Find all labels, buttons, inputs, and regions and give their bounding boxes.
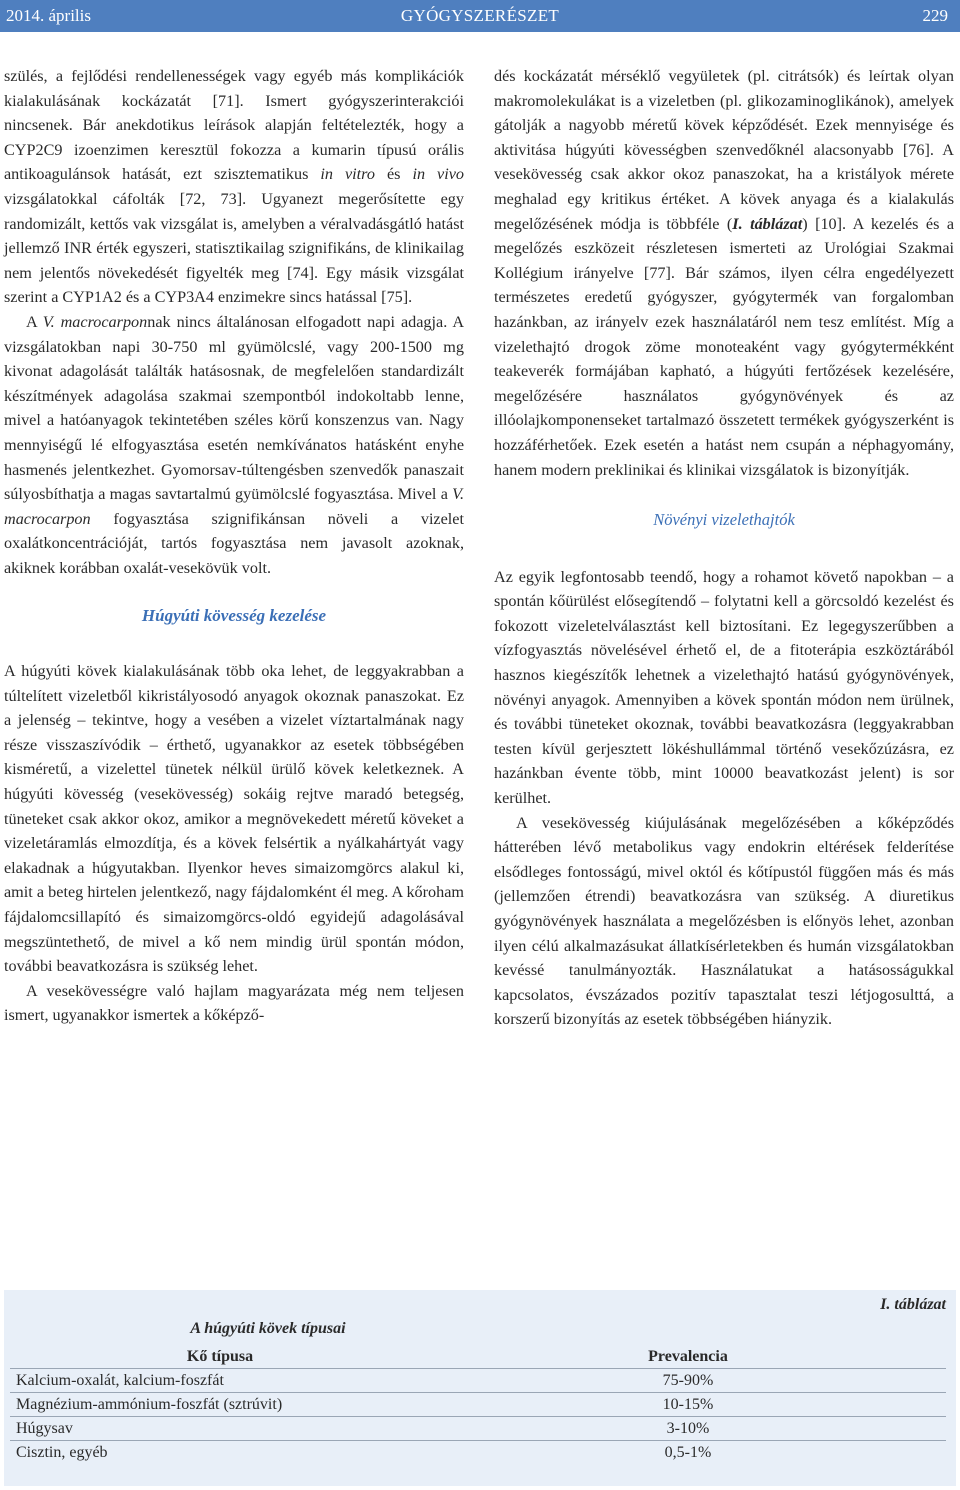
paragraph: A vesekövességre való hajlam magyarázata még nem teljesen ismert, ugyanakkor ismertek a kőképző- (4, 981, 464, 1025)
text-run: és (374, 165, 413, 184)
table-reference: I. táblázat (732, 214, 803, 233)
stone-type-cell: Magnézium-ammónium-foszfát (sztrúvit) (10, 1393, 430, 1417)
table-row (10, 1369, 946, 1393)
right-column (494, 64, 954, 1032)
paragraph: A vesekövesség kiújulásának megelőzésében a kőképződés hátterében lévő metabolikus vagy endokrin eltérések felderítése elsődleges fontosságú, mivel októl és kőtípustól függően más és más (jellemzően étrendi) beavatkozásra van szükség. A diuretikus gyógynövények használata a megelőzésben is előnyös lehet, azonban ilyen célú alkalmazásukat állatkísérletekben és humán vizsgálatokban kevéssé tanulmányozták. Használatukat a hatásosságukkal kapcsolatos, évszázados pozitív tapasztalat teszi létjogosulttá, a korszerű bizonyítás az esetek többségében hiányzik. (494, 813, 954, 1029)
stone-type-cell: Kalcium-oxalát, kalcium-foszfát (10, 1369, 430, 1393)
text-run: dés kockázatát mérséklő vegyületek (pl. citrátsók) és leírtak olyan makromolekulákat is a vizeletben (pl. glikozaminoglikánok), amelyek gátolják a nagyobb méretű kövek képződését. Ezek mennyisége és aktivitása húgyúti kövességben szenvedőknél alacsonyabb [76]. A vesekövesség csak akkor okoz panaszokat, ha a kristályok mérete meghalad egy kritikus értéket. A kövek anyaga és a kialakulás megelőzésének módja is többféle ( (494, 67, 954, 233)
column-header: Prevalencia (648, 1348, 728, 1365)
paragraph (4, 310, 464, 581)
text-run: ) [10]. A kezelés és a megelőzés eszközeit részletesen ismerteti az Urológiai Szakmai Kollégium irányelve [77]. Bár számos, ilyen célra engedélyezett természetes eredetű gyógyszer, gyógytermék van forgalomban hazánkban, az irányelv ezek használatáról nem tesz említést. Míg a vizelethajtó drogok zöme monoteaként vagy gyógytermékként teakeverék formájában kapható, a húgyúti fertőzések kezelésére, megelőzésére használatos gyógynövények és az illóolajkomponenseket tartalmazó összetett termékek gyógyszerként is hozzáférhetőek. Ezek esetén a hatást nem csupán a néphagyomány, hanem modern preklinikai és klinikai vizsgálatok is bizonyítják. (494, 214, 955, 479)
issue-date: 2014. április (6, 6, 91, 25)
stone-types-table (10, 1346, 946, 1464)
table-row (10, 1393, 946, 1417)
prevalence-cell: 10-15% (430, 1393, 946, 1417)
stone-types-table-panel (4, 1290, 956, 1486)
italic-term: V. macrocarpon (4, 485, 464, 528)
table-caption-text: A húgyúti kövek típusai (190, 1320, 346, 1337)
paragraph: Az egyik legfontosabb teendő, hogy a rohamot követő napokban – a spontán kőürülést elősegítendő – folytatni kell a görcsoldó kezelést és fokozott vizeletelválasztást kell biztosítani. Ez legegyszerűbben a vízfogyasztás növelésével érhető el, de a fitoterápia eszköztárából hasznos kiegészítők lehetnek a vizelethajtó hatású gyógynövények, növényi anyagok. Amennyiben a kövek spontán módon nem ürülnek, és további tüneteket okoznak, további beavatkozásra (leggyakrabban testen kívül gerjesztett lökéshullámmal történő vesekőzúzásra, ez hazánkban évente több, mint 10000 beavatkozást jelent) is sor kerülhet. (494, 567, 954, 808)
section-heading: Növényi vizelethajtók (653, 510, 795, 530)
paragraph (494, 64, 954, 482)
left-column (4, 64, 464, 1028)
text-run: vizsgálatokkal cáfolták [72, 73]. Ugyanezt megerősítette egy randomizált, kettős vak vizsgálat is, amelyben a véralvadásgátló hatást jellemző INR érték egyszeri, statisztikailag szignifikáns, de klinikailag nem jelentős növekedését figyelték meg [74]. Egy másik vizsgálat szerint a CYP1A2 és a CYP3A4 enzimekre sincs hatással [75]. (4, 189, 464, 307)
prevalence-cell: 75-90% (430, 1369, 946, 1393)
prevalence-cell: 0,5-1% (430, 1441, 946, 1465)
italic-term: in vitro (320, 165, 375, 184)
stone-type-cell: Cisztin, egyéb (10, 1441, 430, 1465)
paragraph (4, 64, 464, 310)
italic-term: V. macrocarpon (42, 312, 148, 331)
text-run: fogyasztása szignifikánsan növeli a vizelet oxalátkoncentrációját, tartós fogyasztása nem javasolt azoknak, akiknek korábban oxalát-vesekövük volt. (4, 509, 464, 577)
table-row (10, 1417, 946, 1441)
text-run: A (26, 312, 43, 331)
prevalence-cell: 3-10% (430, 1417, 946, 1441)
section-heading: Húgyúti kövesség kezelése (141, 606, 327, 626)
text-run: szülés, a fejlődési rendellenességek vagy egyéb más komplikációk kialakulásának kockázatát [71]. Ismert gyógyszerinterakciói nincsenek. Bár anekdotikus leírások alapján feltételezték, hogy a CYP2C9 izoenzimen keresztül fokozza a kumarin típusú orális antikoagulánsok hatását, ezt szisztematikus (4, 67, 464, 184)
paragraph: A húgyúti kövek kialakulásának több oka lehet, de leggyakrabban a túltelített vizeletből kikristályosodó anyagok okoznak panaszokat. Ez a jelenség – tekintve, hogy a vesében a vizelet víztartalmának nagy része visszaszívódik – érthető, ugyanakkor az esetek többségében kisméretű, a vizelettel tünetek nélkül ürülő kövek keletkeznek. A húgyúti kövesség (vesekövesség) sokáig rejtve maradó betegség, tüneteket csak akkor okoz, amikor a megnövekedett méretű köveket a vizeletáramlás elmozdítja, és a kövek felsértik a nyálkahártyát vagy elakadnak a húgyutakban. Ilyenkor heves simaizomgörcs alakul ki, amit a beteg hirtelen jelentkező, nagy fájdalomként él meg. A kőroham fájdalomcsillapító és simaizomgörcs-oldó egyidejű adagolásával megszüntethető, de mivel a kő nem mindig ürül spontán módon, további beavatkozásra is szükség lehet. (4, 662, 464, 976)
italic-term: in vivo (412, 165, 465, 184)
page-header (0, 0, 960, 32)
page-number: 229 (922, 6, 948, 25)
table-row (10, 1441, 946, 1465)
table-header-row (10, 1346, 946, 1369)
table-label: I. táblázat (880, 1296, 946, 1313)
journal-title: GYÓGYSZERÉSZET (400, 6, 560, 25)
column-header: Kő típusa (186, 1348, 254, 1365)
text-run: nak nincs általánosan elfogadott napi adagja. A vizsgálatokban napi 30-750 ml gyümölcslé, vagy 200-1500 mg kivonat adagolását találták hatásosnak, de megfelelően standardizált készítmények adagolása szakmai szempontból indokoltabb lenne, mivel a hatóanyagok tekintetében széles körű konszenzus van. Nagy mennyiségű lé elfogyasztása esetén nemkívánatos hatásként enyhe hasmenés jelentkezhet. Gyomorsav-túltengésben szenvedők panaszait súlyosbíthatja a magas savtartalmú gyümölcslé fogyasztása. Mivel a (4, 312, 465, 504)
table-caption (4, 1320, 956, 1338)
stone-type-cell: Húgysav (10, 1417, 430, 1441)
